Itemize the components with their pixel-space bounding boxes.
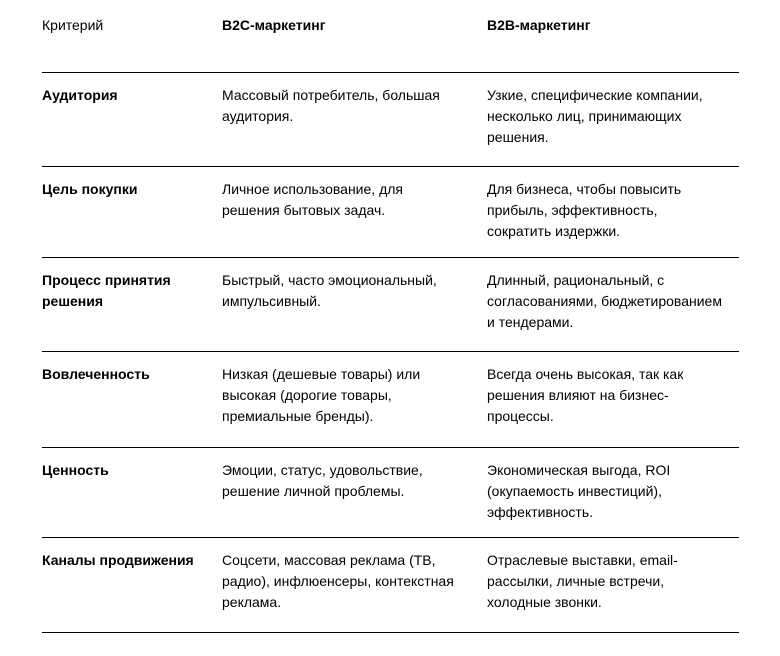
cell-criterion: Каналы продвижения <box>42 552 194 568</box>
column-header-b2b: B2B-маркетинг <box>487 17 591 33</box>
cell-criterion: Цель покупки <box>42 181 138 197</box>
table-header-row <box>42 0 739 73</box>
cell-b2c: Низкая (дешевые товары) или высокая (дорогие товары, премиальные бренды). <box>222 366 421 424</box>
comparison-table <box>42 0 739 633</box>
cell-criterion: Ценность <box>42 462 109 478</box>
table-body <box>42 73 739 633</box>
cell-criterion: Вовлеченность <box>42 366 150 382</box>
column-header-criterion: Критерий <box>42 17 104 33</box>
cell-criterion: Процесс принятия решения <box>42 272 171 309</box>
cell-b2c: Массовый потребитель, большая аудитория. <box>222 87 440 124</box>
cell-b2c: Соцсети, массовая реклама (ТВ, радио), инфлюенсеры, контекстная реклама. <box>222 552 454 610</box>
cell-b2b: Всегда очень высокая, так как решения влияют на бизнес-процессы. <box>487 366 684 424</box>
table-row <box>42 352 739 448</box>
cell-b2b: Для бизнеса, чтобы повысить прибыль, эффективность, сократить издержки. <box>487 181 682 239</box>
cell-b2b: Узкие, специфические компании, несколько лиц, принимающих решения. <box>487 87 703 145</box>
cell-b2c: Эмоции, статус, удовольствие, решение личной проблемы. <box>222 462 423 499</box>
table-row <box>42 258 739 352</box>
table-row <box>42 73 739 167</box>
cell-b2c: Быстрый, часто эмоциональный, импульсивный. <box>222 272 437 309</box>
table-row <box>42 538 739 633</box>
cell-b2b: Экономическая выгода, ROI (окупаемость инвестиций), эффективность. <box>487 462 671 520</box>
cell-b2c: Личное использование, для решения бытовых задач. <box>222 181 403 218</box>
cell-criterion: Аудитория <box>42 87 118 103</box>
cell-b2b: Длинный, рациональный, с согласованиями, бюджетированием и тендерами. <box>487 272 722 330</box>
cell-b2b: Отраслевые выставки, email-рассылки, личные встречи, холодные звонки. <box>487 552 678 610</box>
table-row <box>42 448 739 538</box>
column-header-b2c: B2C-маркетинг <box>222 17 326 33</box>
table-row <box>42 167 739 258</box>
